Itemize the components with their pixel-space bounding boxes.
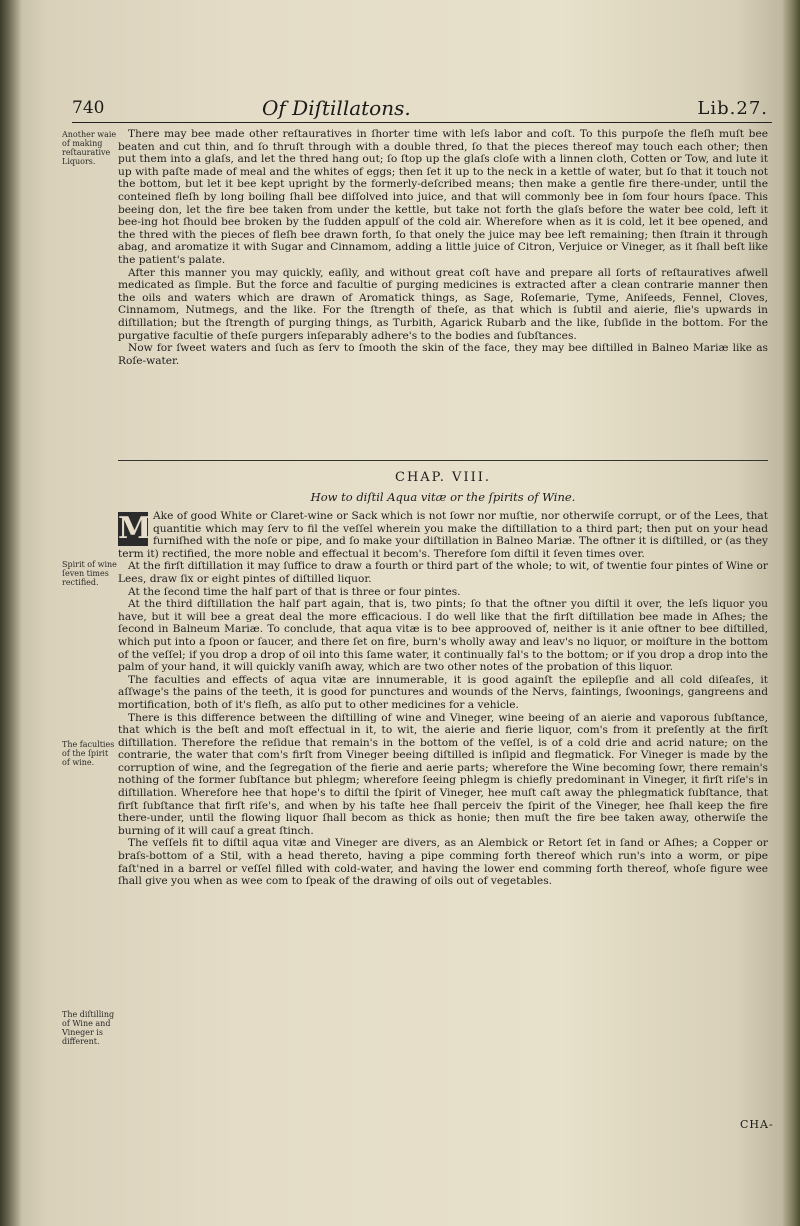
paragraph: At the ſecond time the half part of that is three or four pintes.	[128, 585, 461, 598]
chapter-heading: CHAP. VIII.	[395, 470, 491, 485]
paragraph: There may bee made other reſtauratives in ſhorter time with leſs labor and coſt. To this purpoſe the fleſh muſt bee beaten and cut thin, and ſo thruſt through with a double thred, ſo that the pieces thereof may touch each other; then put them into a glaſs, and let the thred hang out; ſo ſtop up the glaſs cloſe with a linnen cloth, Cotten or Tow, and lute it up with paſte made of meal and the whites of eggs; then ſet it up to the neck in a kettle of water, but ſo that it touch not the bottom, but let it bee kept upright by the formerly-deſcribed means; then make a gentle fire there-under, until the conteined fleſh by long boiling ſhall bee diſſolved into juice, and that will commonly bee in ſom four hours ſpace. This beeing don, let the fire bee taken from under the kettle, but take not forth the glaſs before the water bee cold, left it bee-ing hot ſhould bee broken by the ſudden appulſ of the cold air. Wherefore when as it is cold, let it bee opened, and the thred with the pieces of fleſh bee drawn forth, ſo that onely the juice may bee left remaining; then ſtrain it through abag, and aromatize it with Sugar and Cinnamom, adding a little juice of Citron, Verjuice or Vineger, as it ſhall beſt like the patient's palate.	[118, 128, 768, 266]
running-title: Of Diſtillatons.	[262, 96, 411, 120]
chapter-title: How to diſtil Aqua vitæ or the ſpirits of Wine.	[310, 490, 576, 504]
paragraph: At the firſt diſtillation it may ſuffice to draw a fourth or third part of the whole; to wit, of twentie four pintes of Wine or Lees, draw ſix or eight pintes of diſtilled liquor.	[118, 560, 768, 585]
paragraph: There is this difference between the diſtilling of wine and Vineger, wine beeing of an aierie and vaporous ſubſtance, that which is the beſt and moſt effectual in it, to wit, the aierie and fierie liquor, com's from it preſently at the firſt diſtillation. Therefore the reſidue that remain's in the bottom of the veſſel, is of a cold drie and acrid nature; on the contrarie, the water that com's firſt from Vineger beeing diſtilled is inſipid and flegmatick. For Vineger is made by the corruption of wine, and the ſegregation of the fierie and aerie parts; wherefore the Wine becoming ſowr, there remain's nothing of the former ſubſtance but phlegm; wherefore ſeeing phlegm is chiefly predominant in Vineger, it firſt riſe's in diſtillation. Wherefore hee that hope's to diſtil the ſpirit of Vineger, hee muſt caſt away the phlegmatick ſubſtance, that firſt ſubſtance that firſt riſe's, and when by his taſte hee ſhall perceiv the ſpirit of the Vineger, hee ſhall keep the fire there-under, until the flowing liquor ſhall becom as thick as honie; then muſt the fire bee taken away, otherwiſe the burning of it will cauſ a great ſtinch.	[118, 711, 768, 837]
running-header	[72, 96, 772, 123]
paragraph: Now for ſweet waters and ſuch as ſerv to ſmooth the skin of the face, they may bee diſtilled in Balneo Mariæ like as Roſe-water.	[118, 342, 768, 367]
catchword: CHA-	[740, 1118, 774, 1131]
margin-note-another-way: Another waie of making reſtaurative Liquors.	[62, 130, 117, 166]
spine-shadow	[0, 0, 22, 1226]
margin-note-distilling: The diſtilling of Wine and Vineger is different.	[62, 1010, 115, 1046]
paragraph: The veſſels fit to diſtil aqua vitæ and Vineger are divers, as an Alembick or Retort ſet in ſand or Aſhes; a Copper or braſs-bottom of a Stil, with a head thereto, having a pipe comming forth thereof which run's into a worm, or pipe faſt'ned in a barrel or veſſel filled with cold-water, and having the lower end comming forth thereof, whoſe figure wee ſhall give you when as wee com to ſpeak of the drawing of oils out of vegetables.	[118, 837, 768, 888]
margin-note-spirit-of-wine: Spirit of wine ſeven times rectified.	[62, 560, 117, 587]
margin-note-faculties: The faculties of the ſpirit of wine.	[62, 740, 115, 767]
paragraph: At the third diſtillation the half part again, that is, two pints; ſo that the oftner you diſtil it over, the leſs liquor you have, but it will bee a great deal the more efficacious. I do well like that the firſt diſtillation bee made in Aſhes; the ſecond in Balneum Mariæ. To conclude, that aqua vitæ is to bee approoved of, neither is it anie oftner to bee diſtilled, which put into a ſpoon or ſaucer, and there ſet on fire, burn's wholly away and leav's no liquor, or moiſture in the bottom of the veſſel; if you drop a drop of oil into this ſame water, it continually fal's to the bottom; or if you drop a drop into the palm of your hand, it will quickly vaniſh away, which are two other notes of the probation of this liquor.	[118, 598, 768, 674]
section-divider	[118, 460, 768, 461]
paragraph: The faculties and effects of aqua vitæ are innumerable, it is good againſt the epilepſie and all cold diſeaſes, it aſſwage's the pains of the teeth, it is good for punctures and wounds of the Nervs, faintings, ſwoonings, gangreens and mortification, both of it's fleſh, as alſo put to other medicines for a vehicle.	[118, 673, 768, 711]
paragraph-first	[118, 510, 768, 560]
book-number: Lib.27.	[697, 98, 768, 119]
page-number: 740	[72, 98, 105, 118]
paragraph-text: Ake of good White or Claret-wine or Sack which is not ſowr nor muſtie, nor otherwiſe corrupt, or of the Lees, that quantitie which may ſerv to fil the veſſel wherein you make the diſtillation to a third part; then put on your head furniſhed with the noſe or pipe, and ſo make your diſtillation in Balneo Mariæ. The oftner it is diſtilled, or (as they term it) rectified, the more noble and effectual it becom's. Therefore ſom diſtil it ſeven times over.	[118, 510, 768, 560]
section-restauratives	[118, 128, 768, 367]
page-edge	[782, 0, 800, 1226]
section-aqua-vitae	[118, 510, 768, 888]
drop-cap: M	[118, 511, 152, 546]
paragraph: After this manner you may quickly, eaſily, and without great coſt have and prepare all ſorts of reſtauratives afwell medicated as ſimple. But the force and facultie of purging medicines is extracted after a clean contrarie manner then the oils and waters which are drawn of Aromatick things, as Sage, Roſemarie, Tyme, Aniſeeds, Fennel, Cloves, Cinnamom, Nutmegs, and the like. For the ſtrength of theſe, as that which is ſubtil and aierie, flie's upwards in diſtillation; but the ſtrength of purging things, as Turbith, Agarick Rubarb and the like, ſubſide in the bottom. For the purgative facultie of theſe purgers inſeparably adhere's to the bodies and ſubſtances.	[118, 266, 768, 342]
